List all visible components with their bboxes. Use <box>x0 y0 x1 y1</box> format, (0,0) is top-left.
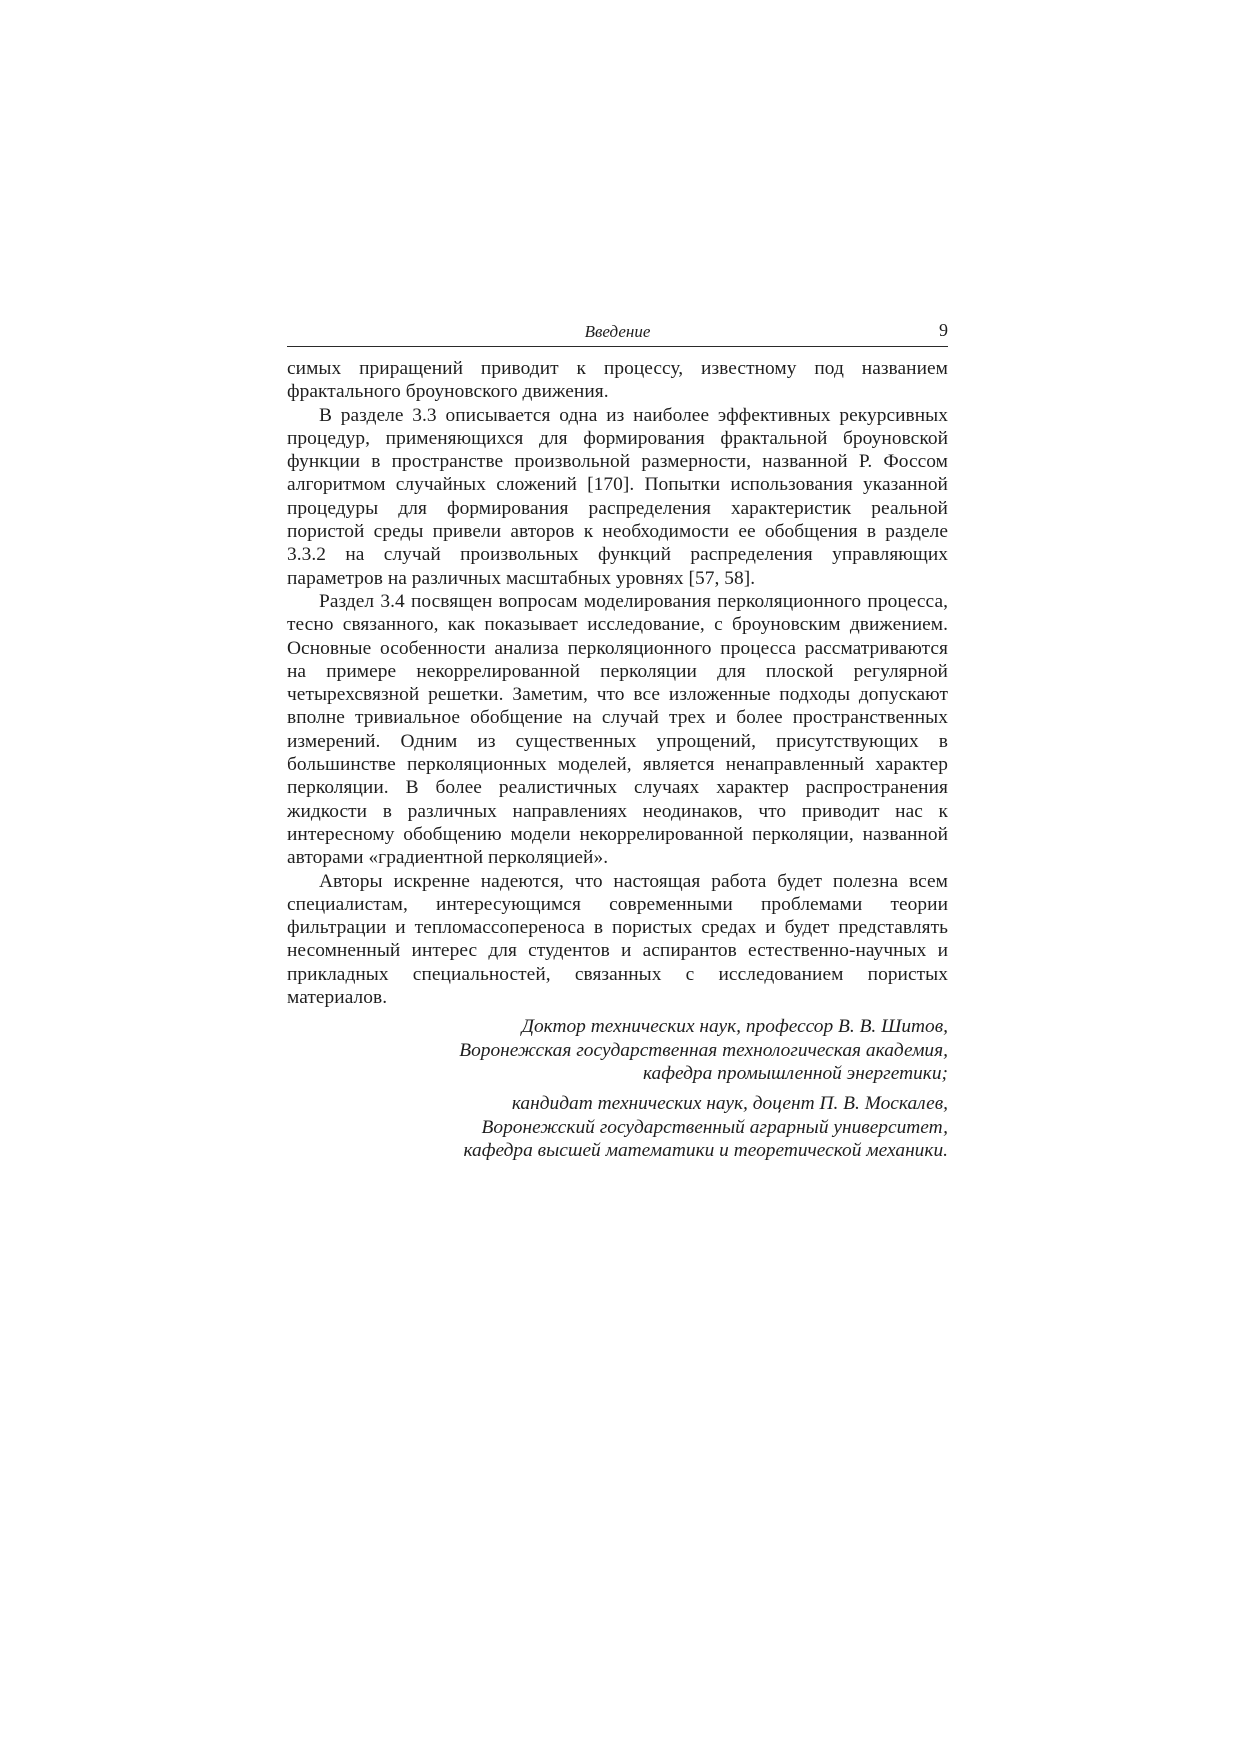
page-number: 9 <box>939 320 948 340</box>
running-header <box>287 318 948 347</box>
signature-institution: Воронежская государственная технологическая академия, <box>459 1039 948 1061</box>
body-text <box>287 357 948 1009</box>
author-signatures <box>287 1015 948 1162</box>
paragraph-section-3-3: В разделе 3.3 описывается одна из наиболее эффективных рекурсивных процедур, применяющихся для формирования фрактальной броуновской функции в пространстве произвольной размерности, названной Р. Фоссом алгоритмом случайных сложений [170]. Попытки использования указанной процедуры для формирования распределения характеристик реальной пористой среды привели авторов к необходимости ее обобщения в разделе 3.3.2 на случай произвольных функций распределения управляющих параметров на различных масштабных уровнях [57, 58]. <box>287 404 948 589</box>
signature-institution: Воронежский государственный аграрный университет, <box>481 1116 948 1138</box>
signature-author-title: Доктор технических наук, профессор В. В. Шитов, <box>521 1016 948 1038</box>
signature-department: кафедра промышленной энергетики; <box>642 1062 948 1084</box>
signature-department: кафедра высшей математики и теоретической механики. <box>463 1139 948 1161</box>
signature-shitov <box>287 1015 948 1085</box>
signature-author-title: кандидат технических наук, доцент П. В. Москалев, <box>511 1093 948 1115</box>
paragraph-closing: Авторы искренне надеются, что настоящая работа будет полезна всем специалистам, интересующимся современными проблемами теории фильтрации и тепломассопереноса в пористых средах и будет представлять несомненный интерес для студентов и аспирантов естественно-научных и прикладных специальностей, связанных с исследованием пористых материалов. <box>287 870 948 1009</box>
running-title: Введение <box>584 322 651 341</box>
paragraph-continued: симых приращений приводит к процессу, известному под названием фрактального броуновского движения. <box>287 358 948 403</box>
signature-moskalev <box>287 1092 948 1162</box>
book-page <box>287 318 948 1169</box>
paragraph-section-3-4: Раздел 3.4 посвящен вопросам моделирования перколяционного процесса, тесно связанного, как показывает исследование, с броуновским движением. Основные особенности анализа перколяционного процесса рассматриваются на примере некоррелированной перколяции для плоской регулярной четырехсвязной решетки. Заметим, что все изложенные подходы допускают вполне тривиальное обобщение на случай трех и более пространственных измерений. Одним из существенных упрощений, присутствующих в большинстве перколяционных моделей, является ненаправленный характер перколяции. В более реалистичных случаях характер распространения жидкости в различных направлениях неодинаков, что приводит нас к интересному обобщению модели некоррелированной перколяции, названной авторами «градиентной перколяцией». <box>287 590 948 869</box>
